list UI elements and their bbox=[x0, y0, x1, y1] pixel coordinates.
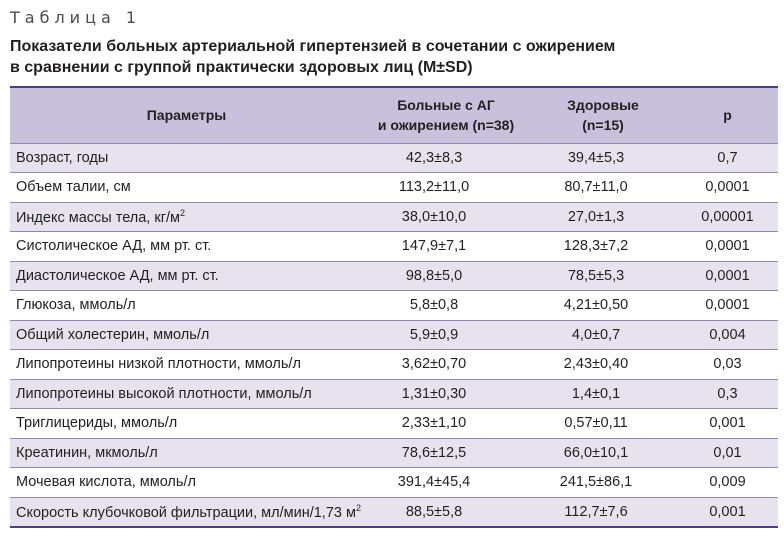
cell-sick-value: 98,8±5,0 bbox=[363, 261, 529, 291]
cell-parameter bbox=[10, 143, 363, 173]
table-title-line-1: Показатели больных артериальной гипертензией в сочетании с ожирением bbox=[10, 38, 616, 55]
parameter-name: Объем талии, см bbox=[16, 179, 131, 196]
table-row bbox=[10, 143, 778, 173]
cell-p-value: 0,009 bbox=[677, 468, 778, 498]
header-sick-group bbox=[363, 87, 529, 143]
cell-sick-value: 2,33±1,10 bbox=[363, 409, 529, 439]
table-row bbox=[10, 232, 778, 262]
parameter-name: Систолическое АД, мм рт. ст. bbox=[16, 238, 212, 255]
cell-p-value: 0,00001 bbox=[677, 202, 778, 232]
header-sick-line-2: и ожирением (n=38) bbox=[377, 117, 515, 134]
cell-sick-value: 391,4±45,4 bbox=[363, 468, 529, 498]
table-row bbox=[10, 379, 778, 409]
cell-parameter bbox=[10, 320, 363, 350]
parameter-name: Индекс массы тела, кг/м bbox=[16, 209, 180, 226]
cell-parameter bbox=[10, 409, 363, 439]
unit-superscript: 2 bbox=[355, 502, 361, 513]
cell-sick-value: 38,0±10,0 bbox=[363, 202, 529, 232]
parameter-name: Креатинин, мкмоль/л bbox=[16, 444, 158, 461]
table-number-label: Таблица 1 bbox=[10, 8, 142, 27]
cell-p-value: 0,0001 bbox=[677, 291, 778, 321]
table-row bbox=[10, 261, 778, 291]
parameter-name: Липопротеины высокой плотности, ммоль/л bbox=[16, 385, 312, 402]
parameter-name: Липопротеины низкой плотности, ммоль/л bbox=[16, 356, 301, 373]
table-body bbox=[10, 143, 778, 527]
header-healthy-group bbox=[529, 87, 677, 143]
comparison-table bbox=[10, 86, 778, 528]
cell-healthy-value: 2,43±0,40 bbox=[529, 350, 677, 380]
parameter-name: Мочевая кислота, ммоль/л bbox=[16, 474, 196, 491]
cell-sick-value: 3,62±0,70 bbox=[363, 350, 529, 380]
header-healthy-line-1: Здоровые bbox=[567, 97, 639, 114]
parameter-name: Триглицериды, ммоль/л bbox=[16, 415, 178, 432]
cell-sick-value: 42,3±8,3 bbox=[363, 143, 529, 173]
cell-healthy-value: 80,7±11,0 bbox=[529, 173, 677, 203]
cell-parameter bbox=[10, 438, 363, 468]
cell-sick-value: 113,2±11,0 bbox=[363, 173, 529, 203]
cell-p-value: 0,0001 bbox=[677, 173, 778, 203]
cell-healthy-value: 241,5±86,1 bbox=[529, 468, 677, 498]
cell-p-value: 0,004 bbox=[677, 320, 778, 350]
cell-parameter bbox=[10, 379, 363, 409]
table-row bbox=[10, 497, 778, 527]
cell-parameter bbox=[10, 468, 363, 498]
header-row bbox=[10, 87, 778, 143]
cell-healthy-value: 128,3±7,2 bbox=[529, 232, 677, 262]
parameter-name: Глюкоза, ммоль/л bbox=[16, 297, 136, 314]
header-healthy-line-2: (n=15) bbox=[582, 117, 624, 134]
cell-p-value: 0,0001 bbox=[677, 232, 778, 262]
header-sick-line-1: Больные с АГ bbox=[397, 97, 495, 114]
cell-healthy-value: 0,57±0,11 bbox=[529, 409, 677, 439]
cell-sick-value: 1,31±0,30 bbox=[363, 379, 529, 409]
cell-p-value: 0,001 bbox=[677, 497, 778, 527]
cell-healthy-value: 112,7±7,6 bbox=[529, 497, 677, 527]
table-row bbox=[10, 202, 778, 232]
table-row bbox=[10, 438, 778, 468]
cell-p-value: 0,01 bbox=[677, 438, 778, 468]
table-row bbox=[10, 320, 778, 350]
parameter-name: Возраст, годы bbox=[16, 149, 109, 166]
cell-parameter bbox=[10, 350, 363, 380]
table-title bbox=[10, 36, 750, 78]
cell-healthy-value: 66,0±10,1 bbox=[529, 438, 677, 468]
cell-p-value: 0,0001 bbox=[677, 261, 778, 291]
unit-superscript: 2 bbox=[180, 207, 186, 218]
table-row bbox=[10, 468, 778, 498]
cell-p-value: 0,3 bbox=[677, 379, 778, 409]
header-parameters: Параметры bbox=[10, 87, 363, 143]
cell-sick-value: 78,6±12,5 bbox=[363, 438, 529, 468]
cell-healthy-value: 1,4±0,1 bbox=[529, 379, 677, 409]
cell-healthy-value: 4,0±0,7 bbox=[529, 320, 677, 350]
cell-p-value: 0,7 bbox=[677, 143, 778, 173]
table-row bbox=[10, 350, 778, 380]
cell-parameter bbox=[10, 291, 363, 321]
cell-sick-value: 88,5±5,8 bbox=[363, 497, 529, 527]
cell-p-value: 0,001 bbox=[677, 409, 778, 439]
cell-healthy-value: 4,21±0,50 bbox=[529, 291, 677, 321]
header-p-value: p bbox=[677, 87, 778, 143]
cell-sick-value: 147,9±7,1 bbox=[363, 232, 529, 262]
table-row bbox=[10, 291, 778, 321]
parameter-name: Скорость клубочковой фильтрации, мл/мин/1,73 м bbox=[16, 504, 356, 521]
parameter-name: Общий холестерин, ммоль/л bbox=[16, 326, 210, 343]
cell-sick-value: 5,8±0,8 bbox=[363, 291, 529, 321]
table-row bbox=[10, 409, 778, 439]
cell-sick-value: 5,9±0,9 bbox=[363, 320, 529, 350]
table-row bbox=[10, 173, 778, 203]
cell-healthy-value: 78,5±5,3 bbox=[529, 261, 677, 291]
parameter-name: Диастолическое АД, мм рт. ст. bbox=[16, 267, 219, 284]
cell-parameter bbox=[10, 173, 363, 203]
cell-p-value: 0,03 bbox=[677, 350, 778, 380]
cell-parameter bbox=[10, 232, 363, 262]
table-title-line-2: в сравнении с группой практически здоровых лиц (M±SD) bbox=[10, 59, 473, 76]
cell-parameter bbox=[10, 497, 363, 527]
cell-parameter bbox=[10, 261, 363, 291]
cell-healthy-value: 39,4±5,3 bbox=[529, 143, 677, 173]
cell-healthy-value: 27,0±1,3 bbox=[529, 202, 677, 232]
table-header bbox=[10, 87, 778, 143]
cell-parameter bbox=[10, 202, 363, 232]
